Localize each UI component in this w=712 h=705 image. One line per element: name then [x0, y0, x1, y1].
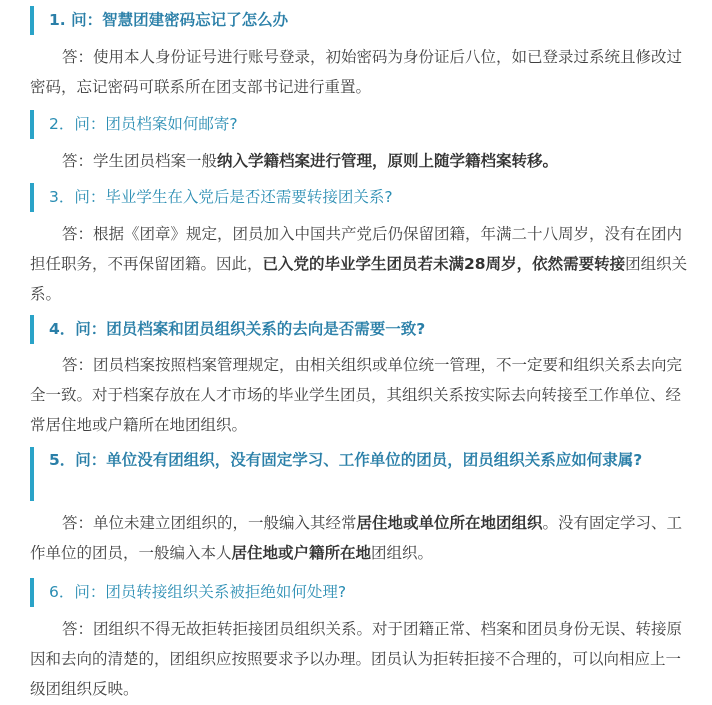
answer-text: 。没有固定学习、工作单位的团员，一般编入本人: [30, 514, 683, 562]
faq-question-1: 1. 问：智慧团建密码忘记了怎么办: [30, 6, 288, 35]
faq-answer-2: [30, 146, 690, 176]
answer-text: 团组织关系。: [30, 255, 688, 303]
answer-emphasis: 纳入学籍档案进行管理，原则上随学籍档案转移。: [217, 152, 559, 170]
faq-answer-4: [30, 350, 690, 440]
answer-text: 答：团组织不得无故拒转拒接团员组织关系。对于团籍正常、档案和团员身份无误、转接原因和去向的清楚的，团组织应按照要求予以办理。团员认为拒转拒接不合理的，可以向相应上一级团组织反映。: [30, 620, 683, 698]
answer-text: 团组织。: [371, 544, 434, 562]
answer-text: 答：根据《团章》规定，团员加入中国共产党后仍保留团籍，年满二十八周岁，没有在团内担任职务，不再保留团籍。因此，: [30, 225, 683, 273]
faq-answer-5: [30, 508, 690, 568]
answer-text: 答：学生团员档案一般: [62, 152, 218, 170]
faq-question-2: 2．问：团员档案如何邮寄?: [30, 110, 238, 139]
faq-answer-1: [30, 42, 690, 102]
answer-text: 答：使用本人身份证号进行账号登录，初始密码为身份证后八位，如已登录过系统且修改过密码，忘记密码可联系所在团支部书记进行重置。: [30, 48, 683, 96]
answer-text: 答：团员档案按照档案管理规定，由相关组织或单位统一管理，不一定要和组织关系去向完全一致。对于档案存放在人才市场的毕业学生团员，其组织关系按实际去向转接至工作单位、经常居住地或户籍所在地团组织。: [30, 356, 683, 434]
answer-emphasis: 已入党的毕业学生团员若未满28周岁，依然需要转接: [262, 255, 626, 273]
faq-answer-3: [30, 219, 690, 309]
answer-emphasis: 居住地或户籍所在地: [231, 544, 372, 562]
faq-question-4: 4．问：团员档案和团员组织关系的去向是否需要一致?: [30, 315, 425, 344]
answer-emphasis: 居住地或单位所在地团组织: [356, 514, 543, 532]
answer-text: 答：单位未建立团组织的，一般编入其经常: [62, 514, 357, 532]
faq-question-3: 3．问：毕业学生在入党后是否还需要转接团关系?: [30, 183, 393, 212]
faq-answer-6: [30, 614, 690, 704]
faq-question-5: 5．问：单位没有团组织，没有固定学习、工作单位的团员，团员组织关系应如何隶属?: [30, 447, 689, 501]
faq-question-6: 6．问：团员转接组织关系被拒绝如何处理?: [30, 578, 346, 607]
